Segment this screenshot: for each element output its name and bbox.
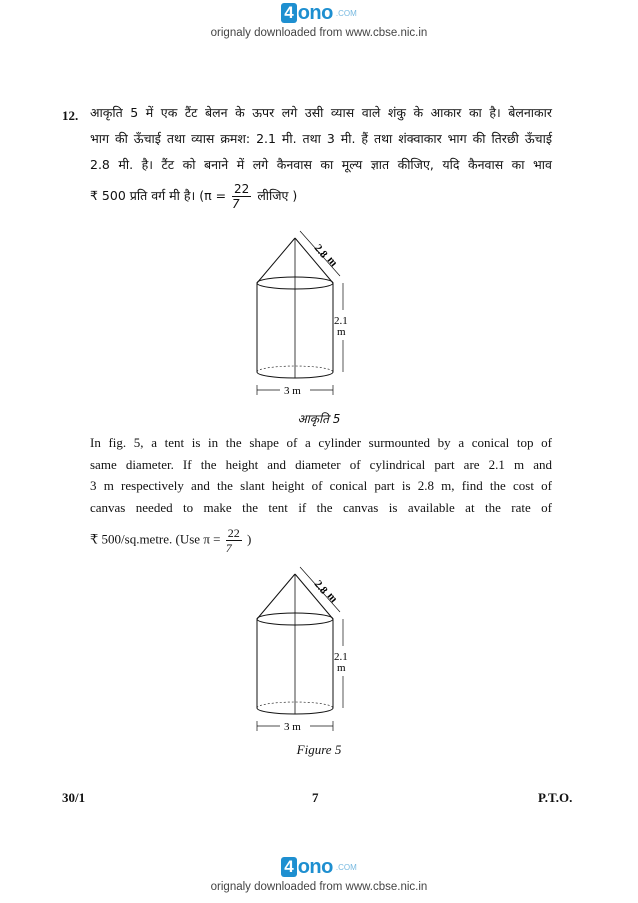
logo-number: 4 [281, 3, 296, 23]
height-value: 2.1 [334, 651, 348, 663]
diameter-label: 3 m [284, 721, 301, 733]
top-banner [0, 2, 638, 39]
slant-height-unit: m [324, 590, 340, 605]
tent-figure-english [247, 564, 367, 739]
english-line: In fig. 5, a tent is in the shape of a cylinder surmounted by a conical top of [90, 435, 552, 450]
fraction-denominator: 7 [232, 197, 240, 211]
english-line: canvas needed to make the tent if the canvas is available at the rate of [90, 499, 552, 515]
page-number: 7 [312, 790, 319, 805]
logo-text: ono [297, 856, 333, 878]
paper-code: 30/1 [62, 790, 86, 805]
slant-height-unit: m [324, 254, 340, 269]
hindi-line: 2.8 मी. है। टैंट को बनाने में लगे कैनवास का मूल्य ज्ञात कीजिए, यदि कैनवास का भाव [90, 157, 552, 172]
tent-figure-hindi [247, 228, 367, 403]
height-unit: m [337, 326, 346, 338]
question-text-english [90, 432, 552, 555]
english-line: 3 m respectively and the slant height of conical part is 2.8 m, find the cost of [90, 478, 552, 493]
hindi-rate-text: ₹ 500 प्रति वर्ग मी है। (π = [90, 188, 227, 203]
pi-fraction [232, 182, 251, 211]
site-logo[interactable] [281, 2, 357, 24]
english-rate-suffix: ) [246, 531, 252, 547]
hindi-line: आकृति 5 में एक टैंट बेलन के ऊपर लगे उसी व्यास वाले शंकु के आकार का है। बेलनाकार [90, 105, 552, 120]
english-rate-text: ₹ 500/sq.metre. (Use π = [90, 531, 221, 547]
slant-height-value: 2.8 [311, 578, 330, 597]
english-line: same diameter. If the height and diameter of cylindrical part are 2.1 m and [90, 456, 552, 472]
question-number: 12. [62, 108, 79, 123]
hindi-rate-suffix: लीजिए ) [257, 188, 298, 203]
tagline: orignaly downloaded from www.cbse.nic.in [210, 881, 428, 893]
pto-label: P.T.O. [538, 790, 573, 805]
height-value: 2.1 [334, 315, 348, 327]
tagline: orignaly downloaded from www.cbse.nic.in [210, 27, 428, 39]
fraction-denominator: 7 [225, 541, 232, 555]
figure-caption-english: Figure 5 [296, 742, 342, 757]
height-unit: m [337, 662, 346, 674]
logo-domain: .COM [335, 8, 357, 18]
site-logo[interactable] [281, 856, 357, 878]
hindi-line: भाग की ऊँचाई तथा व्यास क्रमश: 2.1 मी. तथा 3 मी. हैं तथा शंक्वाकार भाग की तिरछी ऊँचाई [90, 131, 552, 146]
question-text-hindi [90, 100, 552, 211]
figure-caption-hindi: आकृति 5 [297, 412, 341, 426]
hindi-line-last [90, 182, 552, 211]
fraction-numerator: 22 [227, 526, 240, 540]
slant-height-value: 2.8 [311, 242, 330, 261]
logo-text: ono [297, 2, 333, 24]
logo-number: 4 [281, 857, 296, 877]
diameter-label: 3 m [284, 385, 301, 397]
logo-domain: .COM [335, 862, 357, 872]
pi-fraction [226, 526, 242, 555]
english-line-last [90, 526, 552, 555]
fraction-numerator: 22 [234, 182, 250, 196]
bottom-banner [0, 856, 638, 893]
